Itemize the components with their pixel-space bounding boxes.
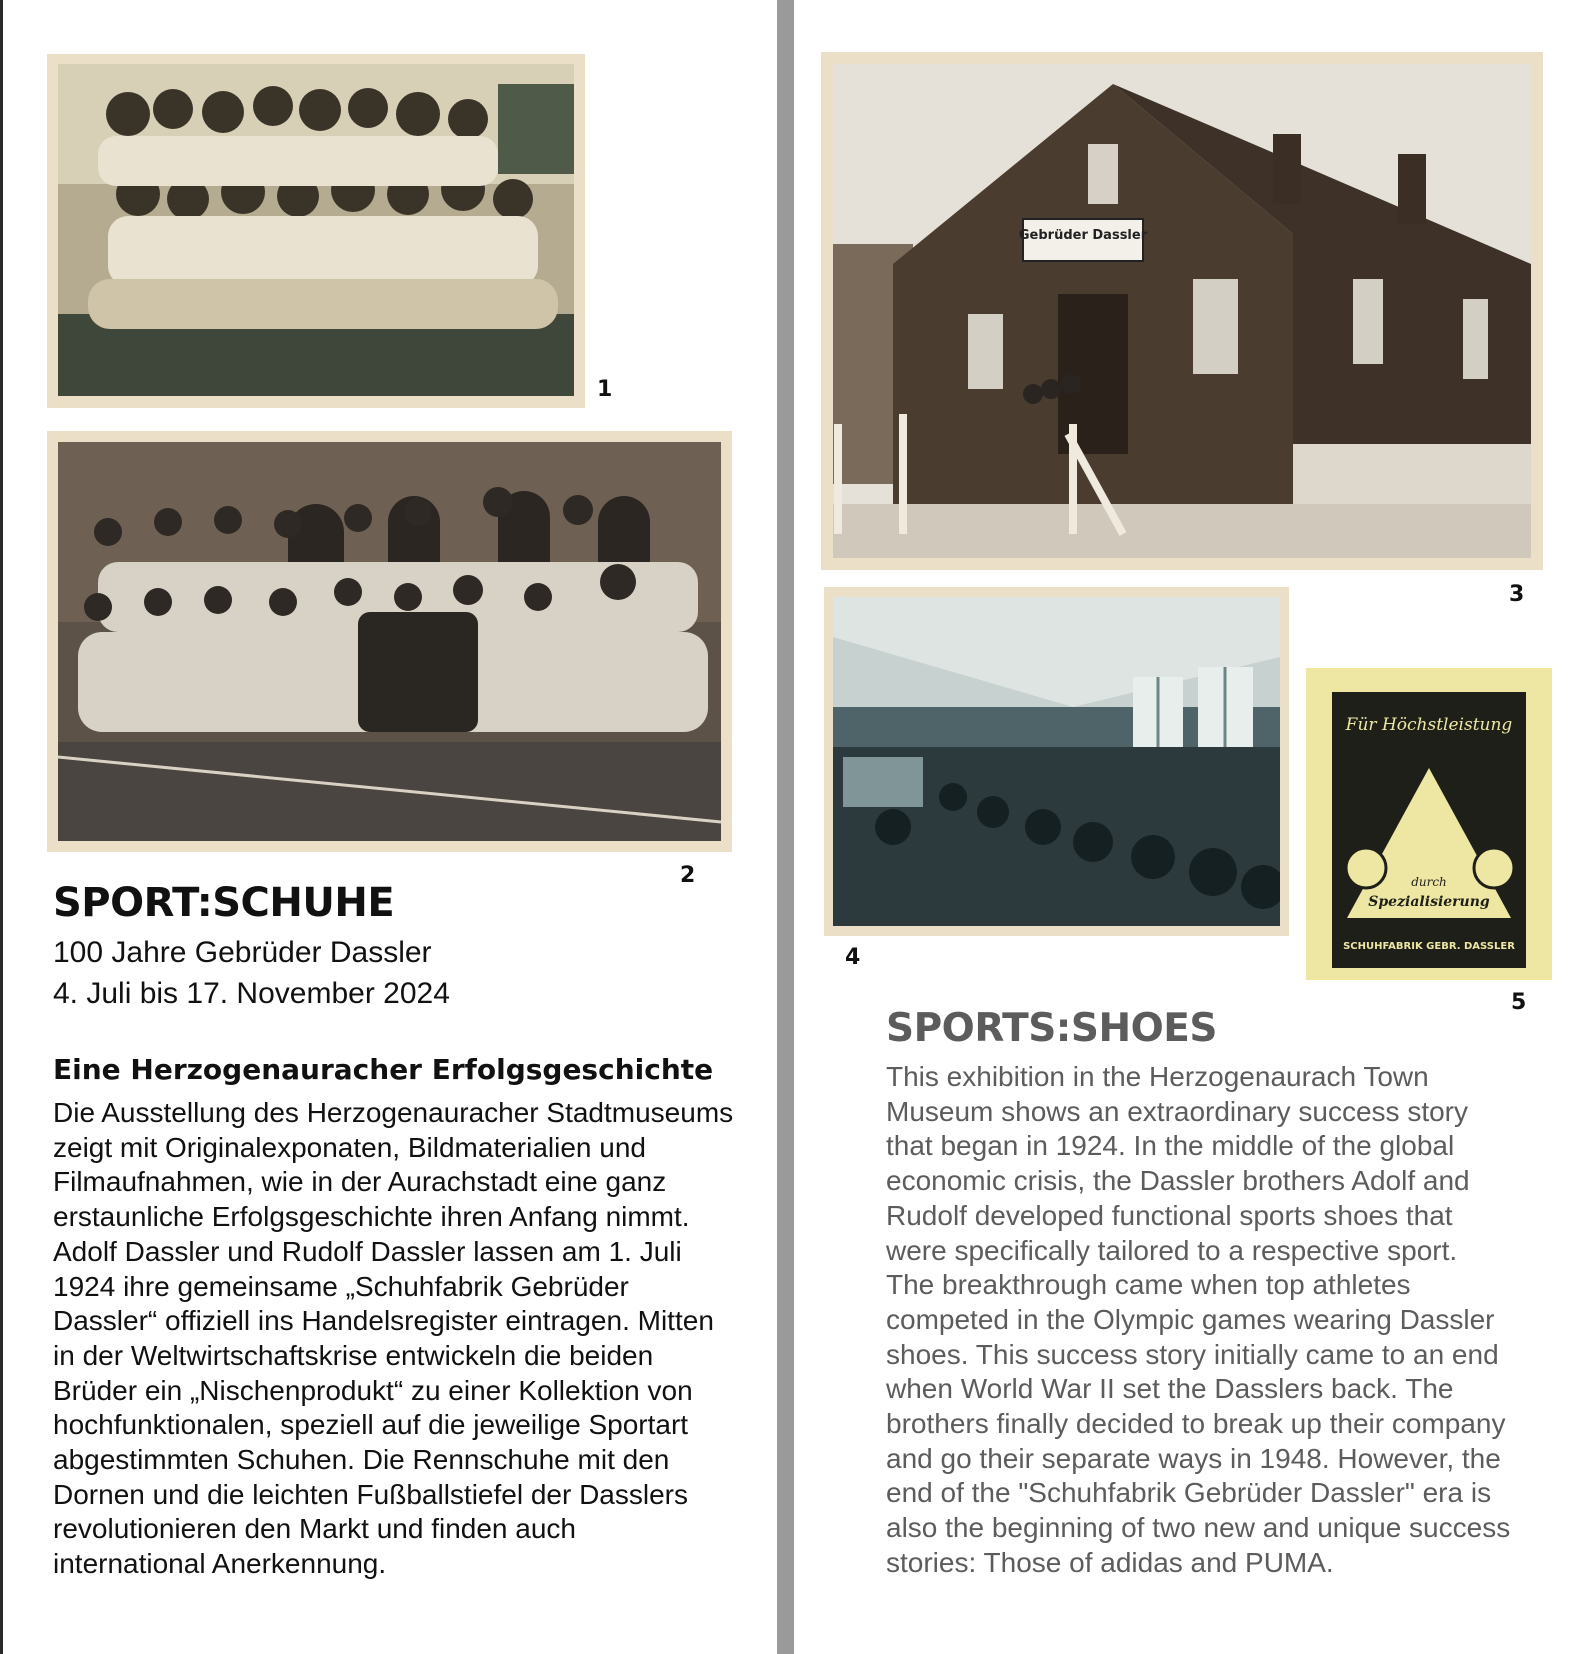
body-line-en: The breakthrough came when top athletes <box>886 1269 1411 1301</box>
body-line-de: 1924 ihre gemeinsame „Schuhfabrik Gebrüder <box>53 1270 629 1302</box>
body-line-de: revolutionieren den Markt und finden auch <box>53 1513 577 1545</box>
exhibition-subtitle-de <box>53 932 450 1014</box>
exhibition-title-en: SPORTS:SHOES <box>886 1006 1218 1051</box>
body-line-de: hochfunktionalen, speziell auf die jeweilige Sportart <box>53 1409 689 1441</box>
body-line-en: and go their separate ways in 1948. However, the <box>886 1442 1501 1474</box>
body-line-de: Filmaufnahmen, wie in der Aurachstadt eine ganz <box>53 1166 667 1198</box>
body-line-de: Dornen und die leichten Fußballstiefel der Dasslers <box>53 1478 688 1510</box>
factory-sign-text: Gebrüder Dassler <box>1018 228 1148 243</box>
body-line-en: This exhibition in the Herzogenaurach Town <box>886 1061 1429 1092</box>
body-line-de: erstaunliche Erfolgsgeschichte ihren Anfang nimmt. <box>53 1201 690 1233</box>
poster-slogan-top: Für Höchstleistung <box>1345 715 1513 735</box>
exhibition-title-de: SPORT:SCHUHE <box>53 880 395 926</box>
body-line-de: Adolf Dassler und Rudolf Dassler lassen am 1. Juli <box>53 1235 682 1267</box>
page-left-edge <box>0 0 3 1654</box>
photo-vintage-poster <box>1306 668 1552 980</box>
body-text-en <box>886 1060 1566 1581</box>
body-line-de: in der Weltwirtschaftskrise entwickeln die beiden <box>53 1339 654 1371</box>
body-line-en: brothers finally decided to break up their company <box>886 1408 1506 1440</box>
section-heading-de: Eine Herzogenauracher Erfolgsgeschichte <box>53 1053 714 1086</box>
photo-womens-team <box>58 64 574 396</box>
body-line-en: were specifically tailored to a respective sport. <box>886 1234 1458 1266</box>
photo-1-number: 1 <box>597 377 613 402</box>
poster-slogan-mid2: Spezialisierung <box>1368 894 1490 910</box>
exhibition-dates: 4. Juli bis 17. November 2024 <box>53 977 450 1010</box>
exhibition-anniversary: 100 Jahre Gebrüder Dassler <box>53 936 432 969</box>
body-line-de: Brüder ein „Nischenprodukt“ zu einer Kollektion von <box>53 1374 693 1406</box>
poster-slogan-mid1: durch <box>1411 875 1447 889</box>
body-line-en: also the beginning of two new and unique success <box>886 1512 1511 1544</box>
body-text-de <box>53 1096 773 1582</box>
photo-2-number: 2 <box>680 863 696 888</box>
photo-5-number: 5 <box>1511 990 1527 1015</box>
body-line-de: Die Ausstellung des Herzogenauracher Stadtmuseums <box>53 1097 734 1128</box>
body-line-en: competed in the Olympic games wearing Dassler <box>886 1303 1495 1335</box>
page-fold-divider <box>777 0 794 1654</box>
body-line-de: Dassler“ offiziell ins Handelsregister eintragen. Mitten <box>53 1305 714 1337</box>
poster-footer: SCHUHFABRIK GEBR. DASSLER <box>1343 941 1515 952</box>
photo-3-number: 3 <box>1509 582 1525 607</box>
body-line-de: international Anerkennung. <box>53 1548 387 1580</box>
photo-4-number: 4 <box>845 945 861 970</box>
photo-mens-team <box>58 442 721 841</box>
photo-factory-building <box>833 64 1531 558</box>
body-line-de: zeigt mit Originalexponaten, Bildmaterialien und <box>53 1131 646 1163</box>
body-line-en: end of the "Schuhfabrik Gebrüder Dassler" era is <box>886 1477 1492 1509</box>
body-line-en: that began in 1924. In the middle of the global <box>886 1130 1455 1162</box>
body-line-en: Rudolf developed functional sports shoes that <box>886 1199 1453 1231</box>
body-line-en: shoes. This success story initially came to an end <box>886 1338 1499 1370</box>
body-line-en: economic crisis, the Dassler brothers Adolf and <box>886 1165 1470 1197</box>
body-line-en: when World War II set the Dasslers back. The <box>886 1373 1454 1405</box>
body-line-en: stories: Those of adidas and PUMA. <box>886 1546 1334 1578</box>
body-line-en: Museum shows an extraordinary success story <box>886 1095 1468 1127</box>
photo-workshop-interior <box>833 597 1280 926</box>
body-line-de: abgestimmten Schuhen. Die Rennschuhe mit den <box>53 1444 670 1476</box>
